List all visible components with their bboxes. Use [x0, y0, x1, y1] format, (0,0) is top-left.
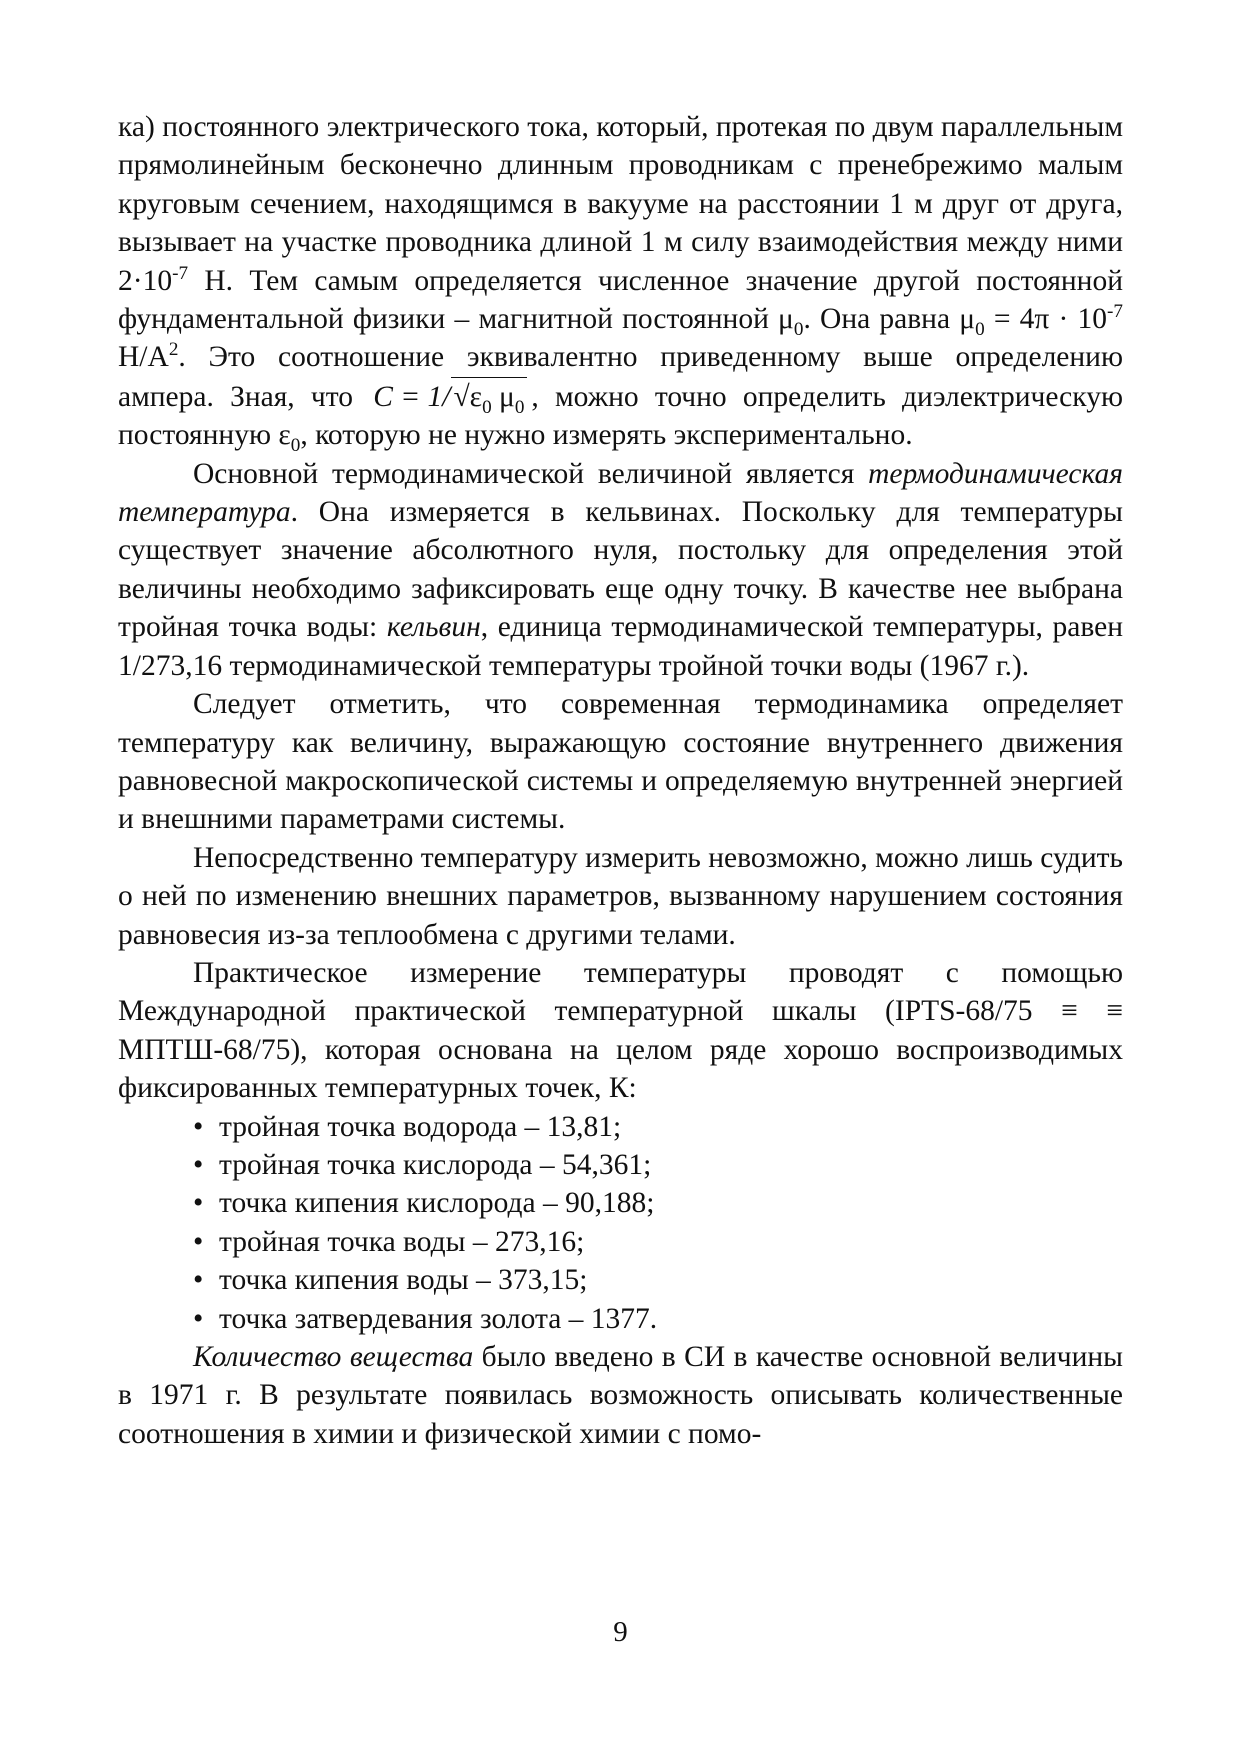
page-body [118, 108, 1123, 1453]
bullet-icon: • [193, 1302, 204, 1335]
paragraph-temperature: Основной термодинамической величиной является термодинамическая температура. Она измеряется в кельвинах. Поскольку для температуры существует значение абсолютного нуля, постольку для определения этой величины необходимо зафиксировать еще одну точку. В качестве нее выбрана тройная точка воды: кельвин, единица термодинамической температуры, равен 1/273,16 термодинамической температуры тройной точки воды (1967 г.). [118, 457, 1124, 682]
bullet-icon: • [193, 1148, 204, 1181]
paragraph-amount-of-substance: Количество вещества было введено в СИ в качестве основной величины в 1971 г. В результате появилась возможность описывать количественные соотношения в химии и физической химии с помо- [118, 1341, 1123, 1450]
paragraph-scale: Практическое измерение температуры проводят с помощью Международной практической температурной шкалы (IPTS-68/75 ≡ ≡ МПТШ-68/75), которая основана на целом ряде хорошо воспроизводимых фиксированных температурных точек, К: [118, 956, 1123, 1105]
list-item: • тройная точка кислорода – 54,361; [193, 1146, 1123, 1184]
list-item: • точка кипения кислорода – 90,188; [193, 1184, 1123, 1222]
bullet-icon: • [193, 1264, 204, 1297]
paragraph-measurement: Непосредственно температуру измерить невозможно, можно лишь судить о ней по изменению внешних параметров, вызванному нарушением состояния равновесия из-за теплообмена с другими телами. [118, 841, 1123, 951]
paragraph-thermodynamics: Следует отметить, что современная термодинамика определяет температуру как величину, выражающую состояние внутреннего движения равновесной макроскопической системы и определяемую внутренней энергией и внешними параметрами системы. [118, 688, 1123, 836]
square-root: $√\varepsilon_0$ $\mu_0$ [451, 377, 527, 416]
list-item: • тройная точка воды – 273,16; [193, 1223, 1123, 1261]
paragraph-ampere: ка) постоянного электрического тока, который, протекая по двум параллельным прямолинейным бесконечно длинным проводникам с пренебрежимо малым круговым сечением, находящимся в вакууме на расстоянии 1 м друг от друга, вызывает на участке проводника длиной 1 м силу взаимодействия между ними $2\cdot 10^{-7}$ Н. Тем самым определяется численное значение другой постоянной фундаментальной физики – магнитной постоянной $\mu_0$. Она равна $\mu_0 = 4\pi \cdot 10^{-7}$ $Н/А^2$. Это соотношение эквивалентно приведенному выше определению ампера. Зная, что C = 1/ $√\varepsilon_0$ $\mu_0$ , можно точно определить диэлектрическую постоянную $\varepsilon_0$, которую не нужно измерять экспериментально. [118, 111, 1124, 457]
speed-of-light-formula: C = 1/ $√\varepsilon_0$ $\mu_0$ [373, 377, 527, 416]
bullet-icon: • [193, 1187, 204, 1220]
list-item: • точка затвердевания золота – 1377. [193, 1300, 1123, 1338]
bullet-icon: • [193, 1110, 204, 1143]
list-item: • тройная точка водорода – 13,81; [193, 1108, 1123, 1146]
page-number: 9 [613, 1616, 628, 1648]
list-item: • точка кипения воды – 373,15; [193, 1261, 1123, 1299]
bullet-icon: • [193, 1225, 204, 1258]
fixed-points-list [118, 1108, 1123, 1338]
